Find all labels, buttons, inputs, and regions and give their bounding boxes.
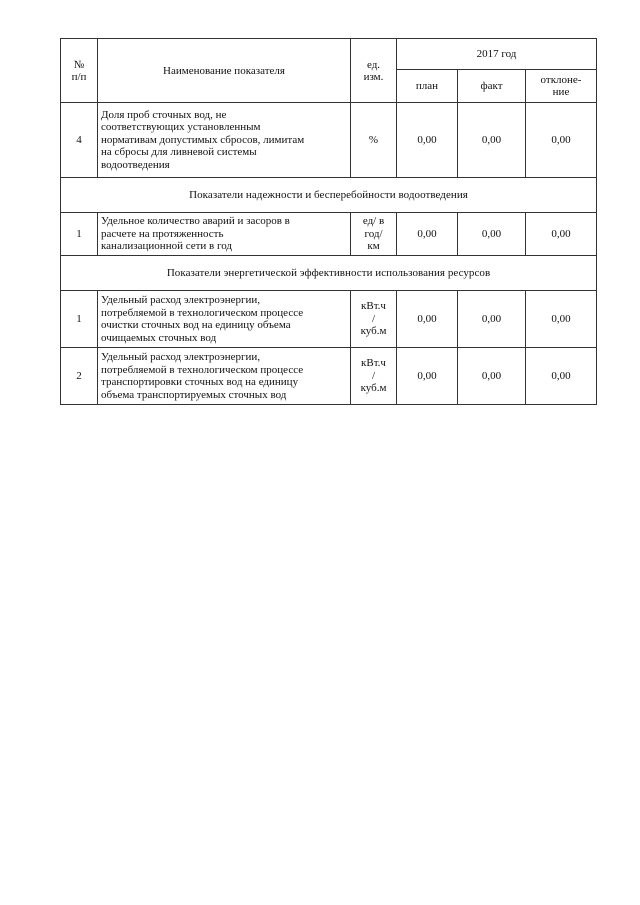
table-row [61,348,597,405]
row-name-line: водоотведения [101,158,170,171]
header-deviation [526,70,597,103]
header-unit-line: ед. [366,58,381,71]
header-row [61,39,597,70]
row-num: 1 [61,213,98,256]
row-unit-line: кВт.ч [361,300,386,313]
row-unit-line: куб.м [360,382,387,395]
row-unit-line: год/ [364,227,383,240]
row-name-line: потребляемой в технологическом процессе [101,306,304,319]
row-name [98,348,351,405]
row-name-line: расчете на протяженность [101,227,224,240]
row-name-line: Доля проб сточных вод, не [101,108,227,121]
row-plan: 0,00 [397,103,458,178]
row-deviation: 0,00 [526,103,597,178]
row-unit-line: куб.м [360,325,387,338]
header-fact: факт [458,70,526,103]
section-row [61,256,597,291]
row-name [98,103,351,178]
table-row [61,103,597,178]
row-unit-line: / [371,312,376,325]
row-name-line: транспортировки сточных вод на единицу [101,376,299,388]
header-year: 2017 год [397,39,597,70]
row-name [98,213,351,256]
section-row [61,178,597,213]
header-deviation-line: отклоне- [540,74,582,86]
row-name-line: объема транспортируемых сточных вод [101,388,287,401]
row-name-line: очищаемых сточных вод [101,331,217,344]
row-unit: % [351,103,397,178]
row-name-line: Удельный расход электроэнергии, [101,351,261,363]
row-name-line: очистки сточных вод на единицу объема [101,319,291,331]
row-unit-line: км [367,240,380,253]
row-name [98,291,351,348]
row-name-line: Удельное количество аварий и засоров в [101,215,290,228]
section-title: Показатели энергетической эффективности использования ресурсов [61,256,597,291]
row-deviation: 0,00 [526,348,597,405]
row-fact: 0,00 [458,291,526,348]
header-unit [351,39,397,103]
header-num [61,39,98,103]
table-row [61,213,597,256]
row-fact: 0,00 [458,348,526,405]
section-title: Показатели надежности и бесперебойности водоотведения [61,178,597,213]
header-unit-line: изм. [363,70,384,83]
row-unit-line: кВт.ч [361,357,386,370]
row-unit-line: ед/ в [362,215,385,228]
table-row [61,291,597,348]
header-plan: план [397,70,458,103]
indicators-table [60,38,597,405]
row-num: 1 [61,291,98,348]
row-plan: 0,00 [397,291,458,348]
row-plan: 0,00 [397,213,458,256]
row-num: 2 [61,348,98,405]
row-unit [351,348,397,405]
row-unit-line: / [371,369,376,382]
row-name-line: канализационной сети в год [101,240,233,253]
header-num-line: п/п [71,70,87,83]
row-name-line: нормативам допустимых сбросов, лимитам [101,133,305,146]
row-name-line: на сбросы для ливневой системы [101,146,257,159]
header-deviation-line: ние [552,86,570,98]
row-unit [351,213,397,256]
row-deviation: 0,00 [526,213,597,256]
row-name-line: соответствующих установленным [101,121,261,134]
row-plan: 0,00 [397,348,458,405]
header-num-line: № [73,58,85,71]
row-fact: 0,00 [458,103,526,178]
row-name-line: потребляемой в технологическом процессе [101,363,304,376]
row-deviation: 0,00 [526,291,597,348]
row-num: 4 [61,103,98,178]
row-fact: 0,00 [458,213,526,256]
header-name: Наименование показателя [98,39,351,103]
row-unit [351,291,397,348]
row-name-line: Удельный расход электроэнергии, [101,294,261,306]
